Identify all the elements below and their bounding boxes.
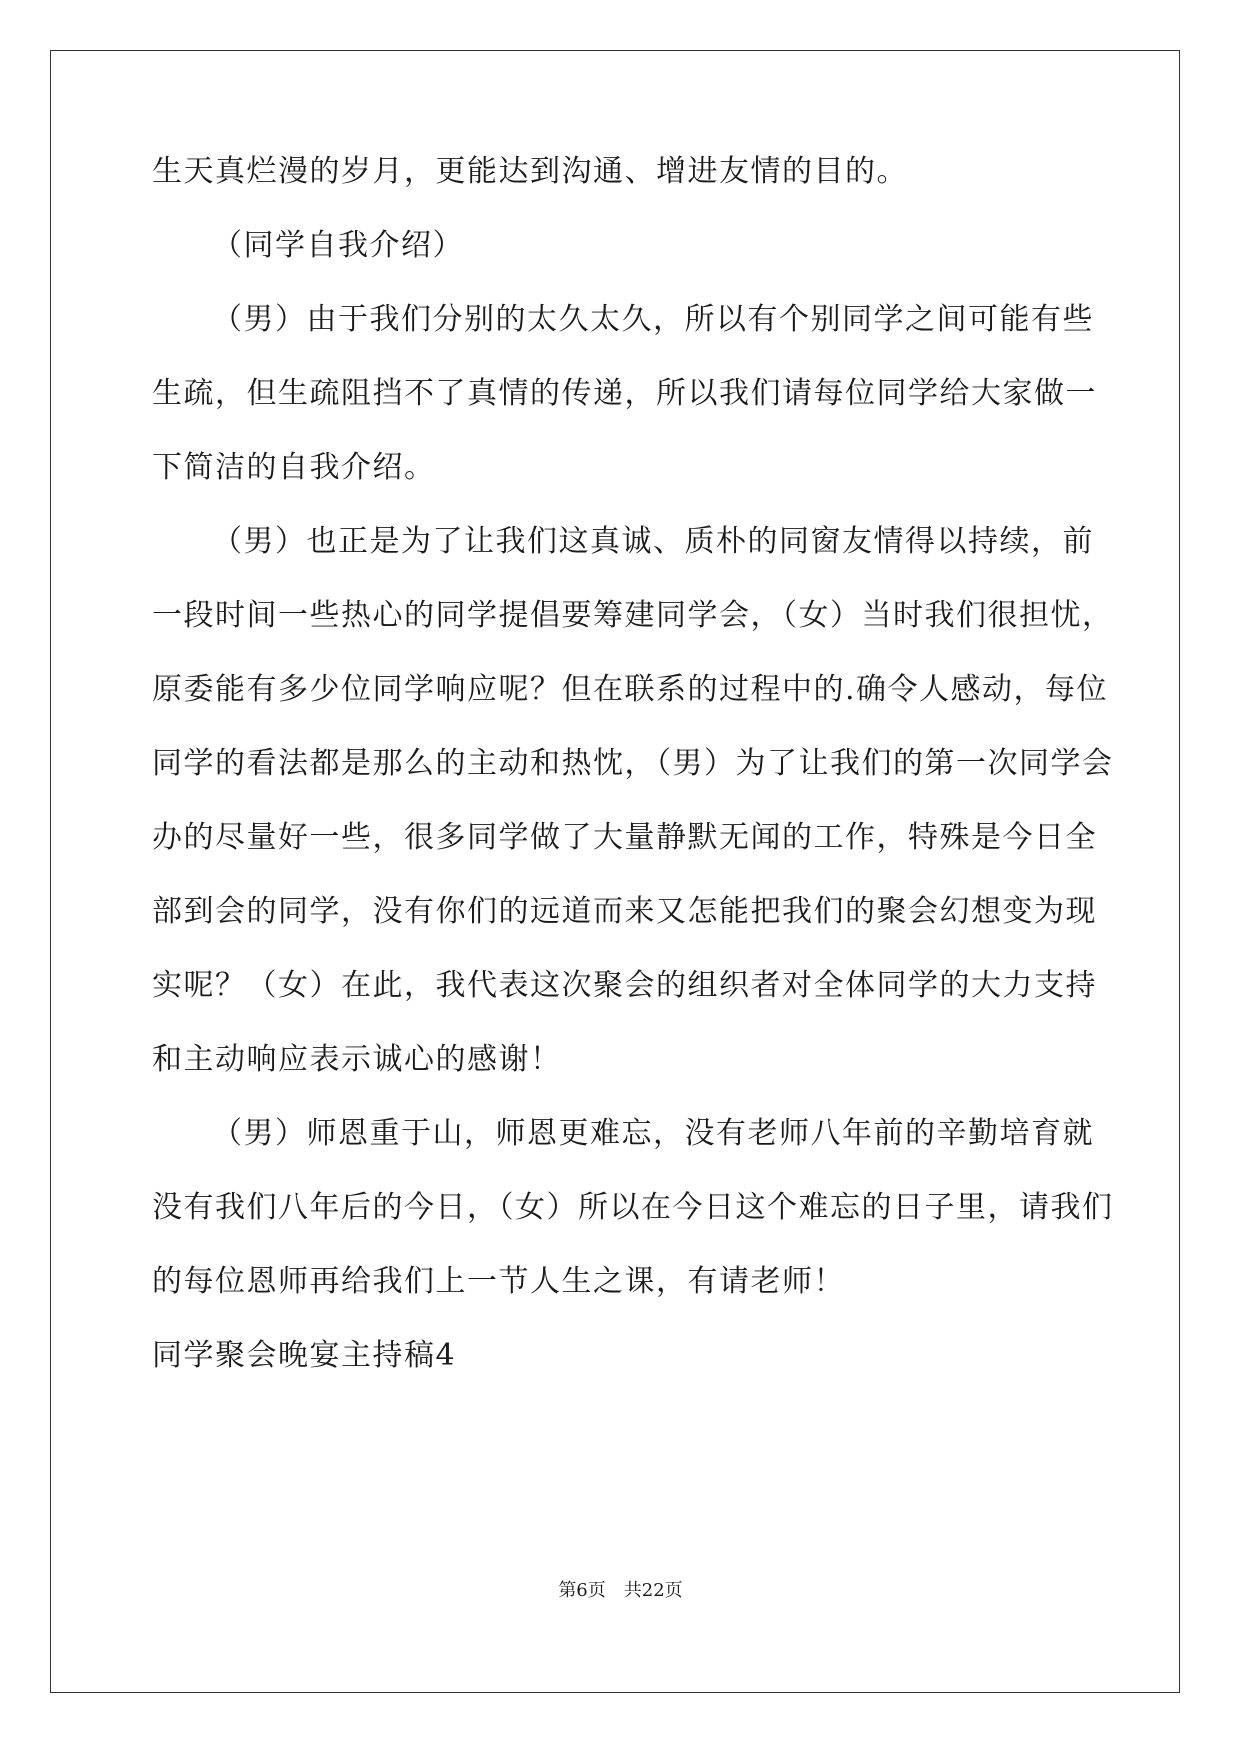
text-line: （同学自我介绍） xyxy=(212,228,464,263)
text-line: 一段时间一些热心的同学提倡要筹建同学会，（女）当时我们很担忧， xyxy=(152,598,1114,633)
text-line: （男）由于我们分别的太久太久，所以有个别同学之间可能有些 xyxy=(212,302,1094,337)
text-line: 原委能有多少位同学响应呢？但在联系的过程中的.确令人感动，每位 xyxy=(152,672,1109,707)
text-line: 的每位恩师再给我们上一节人生之课，有请老师！ xyxy=(152,1264,845,1299)
text-line: 生天真烂漫的岁月，更能达到沟通、增进友情的目的。 xyxy=(152,154,908,189)
text-line: 同学的看法都是那么的主动和热忱，（男）为了让我们的第一次同学会 xyxy=(152,746,1114,781)
section-heading: 同学聚会晚宴主持稿4 xyxy=(152,1338,457,1373)
page-number-current: 第6页 xyxy=(558,1580,606,1601)
text-line: （男）师恩重于山，师恩更难忘，没有老师八年前的辛勤培育就 xyxy=(212,1116,1094,1151)
text-line: 实呢？（女）在此，我代表这次聚会的组织者对全体同学的大力支持 xyxy=(152,968,1097,1003)
text-line: 办的尽量好一些，很多同学做了大量静默无闻的工作，特殊是今日全 xyxy=(152,820,1097,855)
text-line: 下简洁的自我介绍。 xyxy=(152,450,436,485)
text-line: 生疏，但生疏阻挡不了真情的传递，所以我们请每位同学给大家做一 xyxy=(152,376,1097,411)
text-line: 没有我们八年后的今日，（女）所以在今日这个难忘的日子里，请我们 xyxy=(152,1190,1114,1225)
text-line: （男）也正是为了让我们这真诚、质朴的同窗友情得以持续，前 xyxy=(212,524,1094,559)
page-footer xyxy=(0,1579,1241,1603)
text-line: 和主动响应表示诚心的感谢！ xyxy=(152,1042,562,1077)
page-border xyxy=(50,50,1180,1693)
text-line: 部到会的同学，没有你们的远道而来又怎能把我们的聚会幻想变为现 xyxy=(152,894,1097,929)
page-number-total: 共22页 xyxy=(623,1580,683,1601)
